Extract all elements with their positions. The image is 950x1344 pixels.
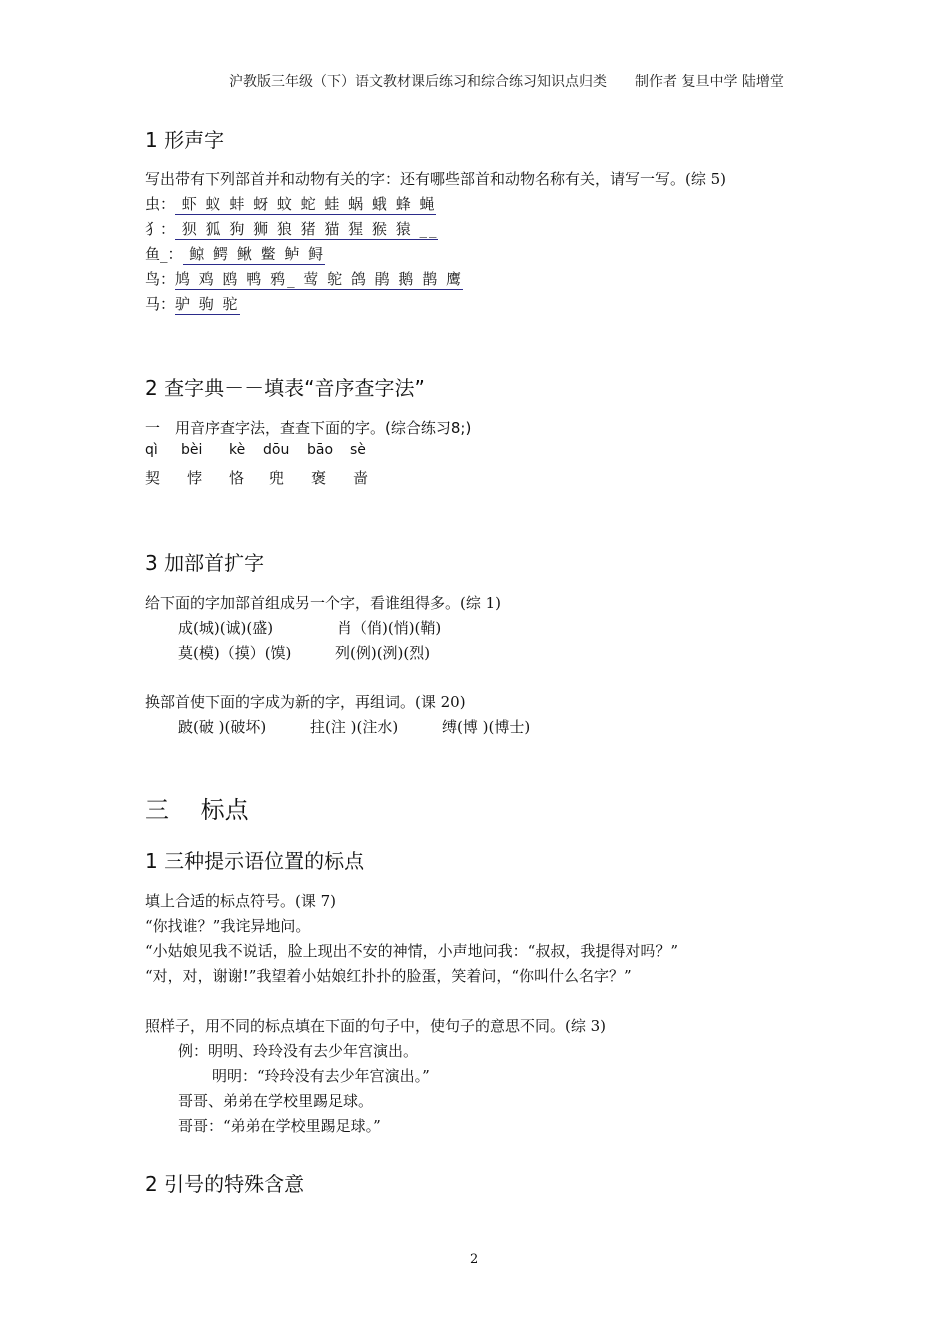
radical-label: 虫： <box>145 195 176 213</box>
answer-chars: 鲸 鳄 鳅 鳖 鲈 鲟 <box>182 245 326 263</box>
radical-row-yu <box>145 243 325 264</box>
exercise-line: “对，对，谢谢!”我望着小姑娘红扑扑的脸蛋，笑着问，“你叫什么名字？” <box>145 967 632 985</box>
radical-label: 犭： <box>145 220 176 238</box>
lookup-char: 悖 <box>187 469 203 487</box>
lookup-char: 契 <box>145 469 161 487</box>
radical-label: 鸟： <box>145 270 176 288</box>
pinyin: qì <box>145 442 158 458</box>
exercise-line: 哥哥：“弟弟在学校里踢足球。” <box>178 1117 381 1135</box>
instruction-text: 照样子，用不同的标点填在下面的句子中，使句子的意思不同。(综 3) <box>145 1017 607 1035</box>
answer-text: 肖（俏)(悄)(鞘) <box>337 619 442 637</box>
exercise-line: “你找谁？”我诧异地问。 <box>145 917 311 935</box>
lookup-char: 啬 <box>353 469 369 487</box>
answer-text: 跛(破 )(破坏) <box>178 718 267 736</box>
radical-row-chong <box>145 193 436 214</box>
section-title-jiabushou: 3 加部首扩字 <box>145 551 265 575</box>
exercise-line: “小姑娘见我不说话，脸上现出不安的神情，小声地问我：“叔叔，我提得对吗？” <box>145 942 679 960</box>
pinyin: bāo <box>307 442 334 458</box>
lookup-char: 褒 <box>311 469 327 487</box>
exercise-line: 哥哥、弟弟在学校里踢足球。 <box>178 1092 374 1110</box>
instruction-text: 写出带有下列部首并和动物有关的字：还有哪些部首和动物名称有关，请写一写。(综 5) <box>145 170 727 188</box>
pinyin: sè <box>350 442 366 458</box>
page-header: 沪教版三年级（下）语文教材课后练习和综合练习知识点归类 制作者 复旦中学 陆增堂 <box>229 74 784 90</box>
page-number: 2 <box>470 1252 479 1267</box>
answer-chars: 鸠 鸡 鸥 鸭 鸦_ 莺 鸵 鸽 鹃 鹅 鹊 鹰 <box>175 270 463 288</box>
radical-row-niao <box>145 268 463 289</box>
chapter-title-biaodian: 三 标点 <box>145 796 249 824</box>
example-line: 例：明明、玲玲没有去少年宫演出。 <box>178 1042 419 1060</box>
exercise-question: 一 用音序查字法，查查下面的字。(综合练习8;) <box>145 419 472 437</box>
instruction-text: 填上合适的标点符号。(课 7) <box>145 892 337 910</box>
answer-chars: 驴 驹 驼 <box>175 295 240 313</box>
answer-text: 拄(注 )(注水) <box>310 718 399 736</box>
lookup-char: 恪 <box>229 469 245 487</box>
answer-text: 莫(模)（摸）(馍) <box>178 644 292 662</box>
lookup-char: 兜 <box>269 469 285 487</box>
section-title-chazidian: 2 查字典－－填表“音序查字法” <box>145 376 425 400</box>
section-title-tishiyu: 1 三种提示语位置的标点 <box>145 849 365 873</box>
pinyin: bèi <box>181 442 203 458</box>
radical-label: 鱼_： <box>145 245 183 263</box>
pinyin: kè <box>229 442 246 458</box>
pinyin: dōu <box>263 442 290 458</box>
section-title-xingshengzi: 1 形声字 <box>145 128 225 152</box>
answer-text: 列(例)(洌)(烈) <box>335 644 431 662</box>
answer-chars: 虾 蚁 蚌 蚜 蚊 蛇 蛙 蜗 蛾 蜂 蝇 <box>175 195 437 213</box>
instruction-text: 换部首使下面的字成为新的字，再组词。(课 20) <box>145 693 466 711</box>
radical-label: 马： <box>145 295 176 313</box>
example-line: 明明：“玲玲没有去少年宫演出。” <box>212 1067 430 1085</box>
answer-text: 成(城)(诚)(盛) <box>178 619 274 637</box>
section-title-yinhao: 2 引号的特殊含意 <box>145 1172 305 1196</box>
answer-text: 缚(博 )(博士) <box>442 718 531 736</box>
answer-chars: 狈 狐 狗 狮 狼 猪 猫 猩 猴 猿 __ <box>175 220 439 238</box>
instruction-text: 给下面的字加部首组成另一个字，看谁组得多。(综 1) <box>145 594 502 612</box>
radical-row-quan <box>145 218 438 239</box>
radical-row-ma <box>145 293 240 314</box>
